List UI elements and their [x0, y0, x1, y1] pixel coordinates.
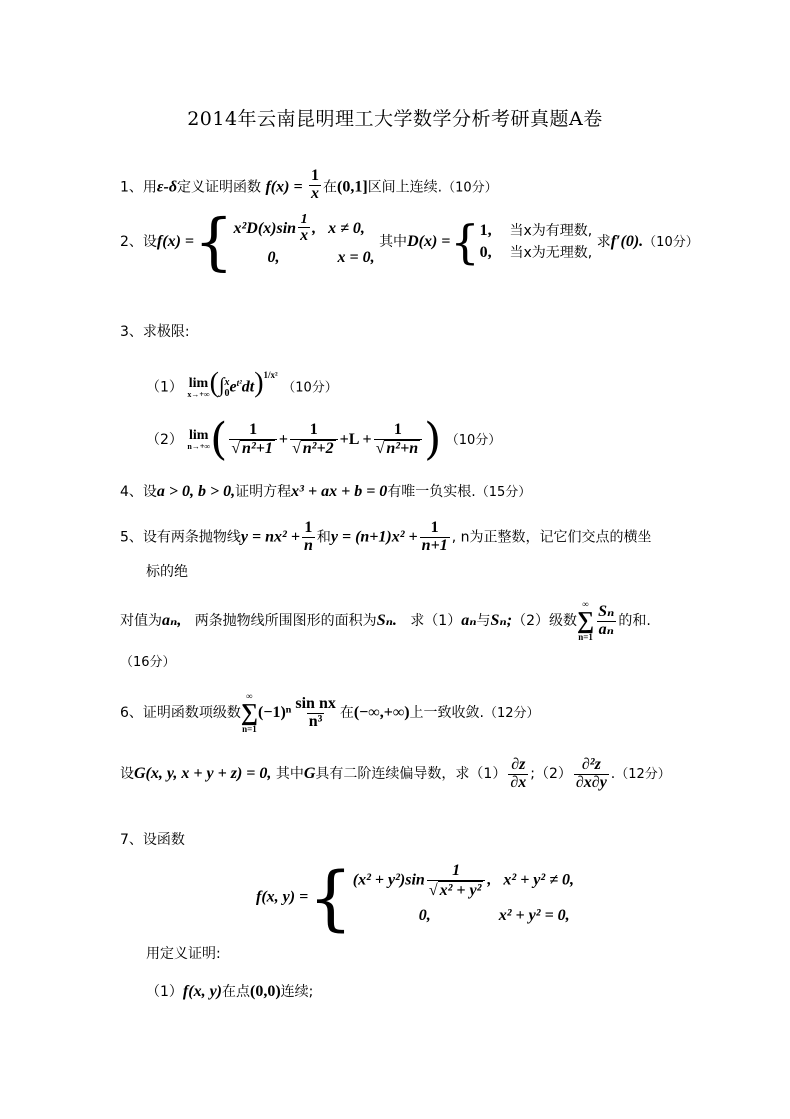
fraction-denominator: aₙ — [598, 620, 614, 638]
sum-upper: ∞ — [246, 691, 253, 701]
question-number: 5、 — [120, 529, 143, 546]
sqrt-content: x² + y² — [439, 881, 482, 899]
case-value: 0, — [479, 244, 492, 261]
q3-text: 求极限: — [142, 324, 190, 340]
fraction-numerator: ∂²z — [581, 755, 601, 773]
question-5-score — [120, 652, 176, 673]
question-number: 1、 — [120, 179, 143, 196]
piecewise-cases — [233, 213, 374, 271]
fraction — [596, 604, 616, 639]
q1-text: 在 — [323, 179, 338, 196]
sqrt-content: n²+n — [386, 440, 419, 457]
case-condition: x² + y² = 0, — [498, 907, 570, 925]
q6b-text: 其中 — [275, 766, 304, 782]
left-paren: ( — [209, 367, 219, 399]
sum-upper: ∞ — [582, 599, 589, 609]
limit — [187, 377, 209, 399]
ellipsis: +L + — [339, 431, 372, 448]
question-3 — [120, 322, 190, 342]
interval: (−∞,+∞) — [353, 704, 410, 721]
q5-text: 求（1） — [410, 613, 462, 629]
limit — [187, 429, 210, 451]
fraction-numerator: ∂z — [511, 755, 526, 773]
q5-text: 标的绝 — [146, 564, 188, 580]
case-condition: x² + y² ≠ 0, — [503, 871, 574, 889]
score: （12分） — [615, 767, 671, 782]
q6-text: 上一致收敛. — [409, 705, 484, 721]
integrand: e — [229, 378, 237, 396]
q7-text: 设函数 — [142, 832, 185, 848]
question-1 — [120, 167, 498, 205]
sqrt-content: n²+2 — [302, 440, 334, 457]
piecewise-cases — [353, 862, 574, 933]
q6-text: 证明函数项级数 — [142, 705, 241, 721]
sum-lower: n=1 — [242, 724, 257, 734]
symbol-g: G — [303, 765, 316, 782]
fraction-numerator: sin nx — [295, 694, 336, 712]
q4-text: 设 — [142, 484, 157, 500]
score: （12分） — [484, 706, 540, 721]
q5-text: 对值为 — [120, 613, 162, 629]
question-number: 4、 — [120, 484, 143, 500]
q1-text: 区间上连续. — [367, 179, 443, 196]
question-number: 6、 — [120, 705, 143, 721]
function-fx: f(x) = — [156, 233, 195, 250]
fraction-numerator: 1 — [300, 211, 308, 227]
case-row: x²D(x)sin $\frac{1}{x}$ , x ≠ 0, — [233, 211, 365, 245]
epsilon-delta: ε-δ — [156, 178, 178, 196]
integral-sign: ∫ — [218, 374, 225, 397]
q5-text: （2）级数 — [512, 613, 578, 629]
score: （10分） — [643, 235, 699, 250]
question-6b — [120, 756, 671, 793]
question-6 — [120, 692, 540, 734]
fraction — [374, 422, 423, 458]
q7-text: 连续; — [280, 984, 314, 1000]
fraction-denominator: n³ — [308, 712, 323, 730]
fraction-denominator: √ n²+2 — [290, 439, 338, 458]
alternating-sign: (−1)ⁿ — [258, 704, 292, 721]
q5-text: 设有两条抛物线 — [142, 529, 241, 546]
outer-exponent: 1/x² — [263, 370, 278, 380]
q2-text: 求 — [596, 234, 611, 250]
case-row — [480, 220, 593, 242]
function-fx: f(x) = — [265, 178, 303, 196]
left-paren: ( — [210, 414, 228, 465]
score: （15分） — [475, 485, 532, 500]
part-label: （2） — [146, 432, 183, 448]
fraction-numerator: 1 — [430, 519, 439, 536]
q2-text: 设 — [142, 234, 157, 250]
symbol-an: aₙ, — [162, 612, 182, 629]
q6b-text: . — [610, 766, 616, 782]
case-expr: x²D(x)sin — [233, 219, 297, 237]
case-expr: (x² + y²)sin — [352, 871, 425, 889]
piecewise-cases — [480, 220, 593, 264]
question-5-line-3 — [120, 600, 651, 642]
case-row — [233, 245, 374, 271]
question-5 — [120, 520, 651, 555]
score: （10分） — [442, 180, 498, 196]
condition: a > 0, b > 0, — [156, 483, 236, 500]
case-row — [353, 899, 574, 933]
equation: x³ + ax + b = 0 — [291, 483, 388, 500]
symbol-sn: Sₙ; — [490, 612, 513, 629]
sigma-icon: ∑ — [577, 608, 595, 634]
q7-text: 用定义证明: — [146, 946, 221, 962]
q6b-text: 具有二阶连续偏导数，求（1） — [315, 766, 507, 782]
summation — [577, 600, 594, 642]
fraction — [427, 862, 486, 899]
differential: dt — [241, 378, 255, 396]
fraction-numerator: 1 — [452, 862, 461, 879]
limit-symbol: lim — [188, 375, 209, 391]
case-expr: 0, — [267, 249, 280, 267]
case-row — [480, 242, 593, 264]
question-3-part-1 — [146, 368, 338, 404]
limit-subscript: n→+∞ — [187, 442, 211, 451]
q4-text: 证明方程 — [235, 484, 292, 500]
left-brace: { — [194, 205, 234, 278]
symbol-an: aₙ — [461, 612, 477, 629]
part-label: （1） — [146, 379, 183, 396]
case-text: 当x为无理数, — [509, 245, 593, 261]
fraction — [290, 422, 338, 458]
point: (0,0) — [250, 983, 281, 1000]
fraction — [298, 213, 310, 245]
derivative-target: f′(0). — [610, 233, 644, 250]
fraction-numerator: 1 — [249, 421, 258, 439]
case-text: 当x为有理数, — [509, 223, 593, 239]
integral-lower: 0 — [224, 387, 230, 399]
symbol-sn: Sₙ. — [376, 612, 397, 629]
case-row: (x² + y²)sin $\frac{1}{\text{√ x² + y²}}$ , x² + y² ≠ 0, — [352, 862, 574, 899]
right-paren: ) — [424, 414, 442, 465]
q5-text: 两条抛物线所围图形的面积为 — [194, 613, 377, 629]
q4-text: 有唯一负实根. — [387, 484, 476, 500]
fraction-numerator: 1 — [393, 421, 402, 439]
case-condition: x ≠ 0, — [328, 219, 365, 237]
score: （16分） — [120, 655, 176, 670]
q2-text: 其中 — [379, 234, 408, 250]
case-condition: x = 0, — [337, 249, 375, 267]
fraction-denominator: √ n²+1 — [229, 439, 277, 458]
fraction — [229, 422, 277, 458]
q6-text: 在 — [339, 705, 354, 721]
q6b-text: 设 — [120, 766, 134, 782]
page-title: 2014年云南昆明理工大学数学分析考研真题A卷 — [187, 108, 603, 130]
q5-text: , n为正整数，记它们交点的横坐 — [451, 529, 652, 546]
q6b-text: ;（2） — [530, 766, 572, 782]
limit-subscript: x→+∞ — [187, 389, 210, 399]
fraction-numerator: 1 — [304, 519, 313, 536]
summation — [241, 692, 258, 734]
fraction-denominator: x — [300, 227, 309, 245]
question-number: 3、 — [120, 324, 143, 340]
function-fxy: f(x, y) — [182, 983, 223, 1000]
integral-upper: x — [224, 376, 230, 388]
fraction — [574, 757, 609, 792]
fraction-numerator: Sₙ — [598, 602, 615, 620]
fraction-denominator: n — [303, 536, 313, 554]
fraction — [302, 520, 315, 555]
case-expr: 0, — [418, 907, 431, 925]
q5-text: 的和. — [618, 613, 651, 629]
q5-text: 和 — [316, 529, 331, 546]
fraction-denominator: n+1 — [421, 536, 448, 554]
fraction-denominator: √ x² + y² — [427, 880, 486, 900]
question-number: 7、 — [120, 832, 143, 848]
curve-1: y = nx² + — [240, 528, 300, 546]
equation: G(x, y, x + y + z) = 0, — [134, 765, 272, 782]
question-7-function — [256, 856, 574, 939]
score: （10分） — [282, 380, 338, 396]
right-paren: ) — [254, 367, 264, 399]
fraction — [309, 168, 321, 203]
fraction-denominator: x — [311, 184, 320, 202]
fraction — [508, 757, 528, 792]
question-5-line-2 — [146, 562, 188, 582]
question-3-part-2: （2） lim n→+∞ ( $\frac{1}{\text{√ n²+1}}$ + $\frac{1}{\text{√ n²+2}}$ +L + $\frac{1}{\text{√ n²+n}}$ ) （10分） — [146, 414, 502, 465]
limit-symbol: lim — [189, 428, 209, 443]
left-brace: { — [450, 215, 480, 269]
function-dx: D(x) = — [407, 233, 451, 250]
left-brace: { — [308, 856, 353, 939]
fraction-denominator: ∂x∂y — [575, 773, 607, 791]
fraction-denominator: √ n²+n — [374, 439, 423, 458]
score: （10分） — [445, 433, 502, 448]
sum-lower: n=1 — [578, 632, 593, 642]
q5-text: 与 — [476, 613, 491, 629]
question-7-def — [146, 944, 221, 964]
sigma-icon: ∑ — [240, 700, 259, 726]
part-label: （1） — [146, 984, 183, 1000]
q7-text: 在点 — [222, 984, 251, 1000]
curve-2: y = (n+1)x² + — [330, 528, 418, 546]
fraction — [420, 520, 450, 555]
fraction-numerator: 1 — [309, 421, 318, 439]
q1-text: 用 — [142, 179, 157, 196]
question-number: 2、 — [120, 234, 143, 250]
fraction-denominator: ∂x — [510, 773, 527, 791]
q1-text: 定义证明函数 — [177, 179, 262, 196]
question-4 — [120, 482, 531, 503]
question-7-part-1 — [146, 982, 313, 1002]
fraction — [293, 696, 337, 731]
interval: (0,1] — [337, 178, 368, 196]
question-2 — [120, 205, 699, 278]
sqrt-content: n²+1 — [242, 440, 273, 457]
case-value: 1, — [479, 222, 492, 239]
question-7 — [120, 830, 185, 850]
fraction-numerator: 1 — [311, 167, 320, 184]
integrand-exponent: t² — [236, 378, 242, 388]
function-fxy: f(x, y) = — [256, 888, 309, 906]
